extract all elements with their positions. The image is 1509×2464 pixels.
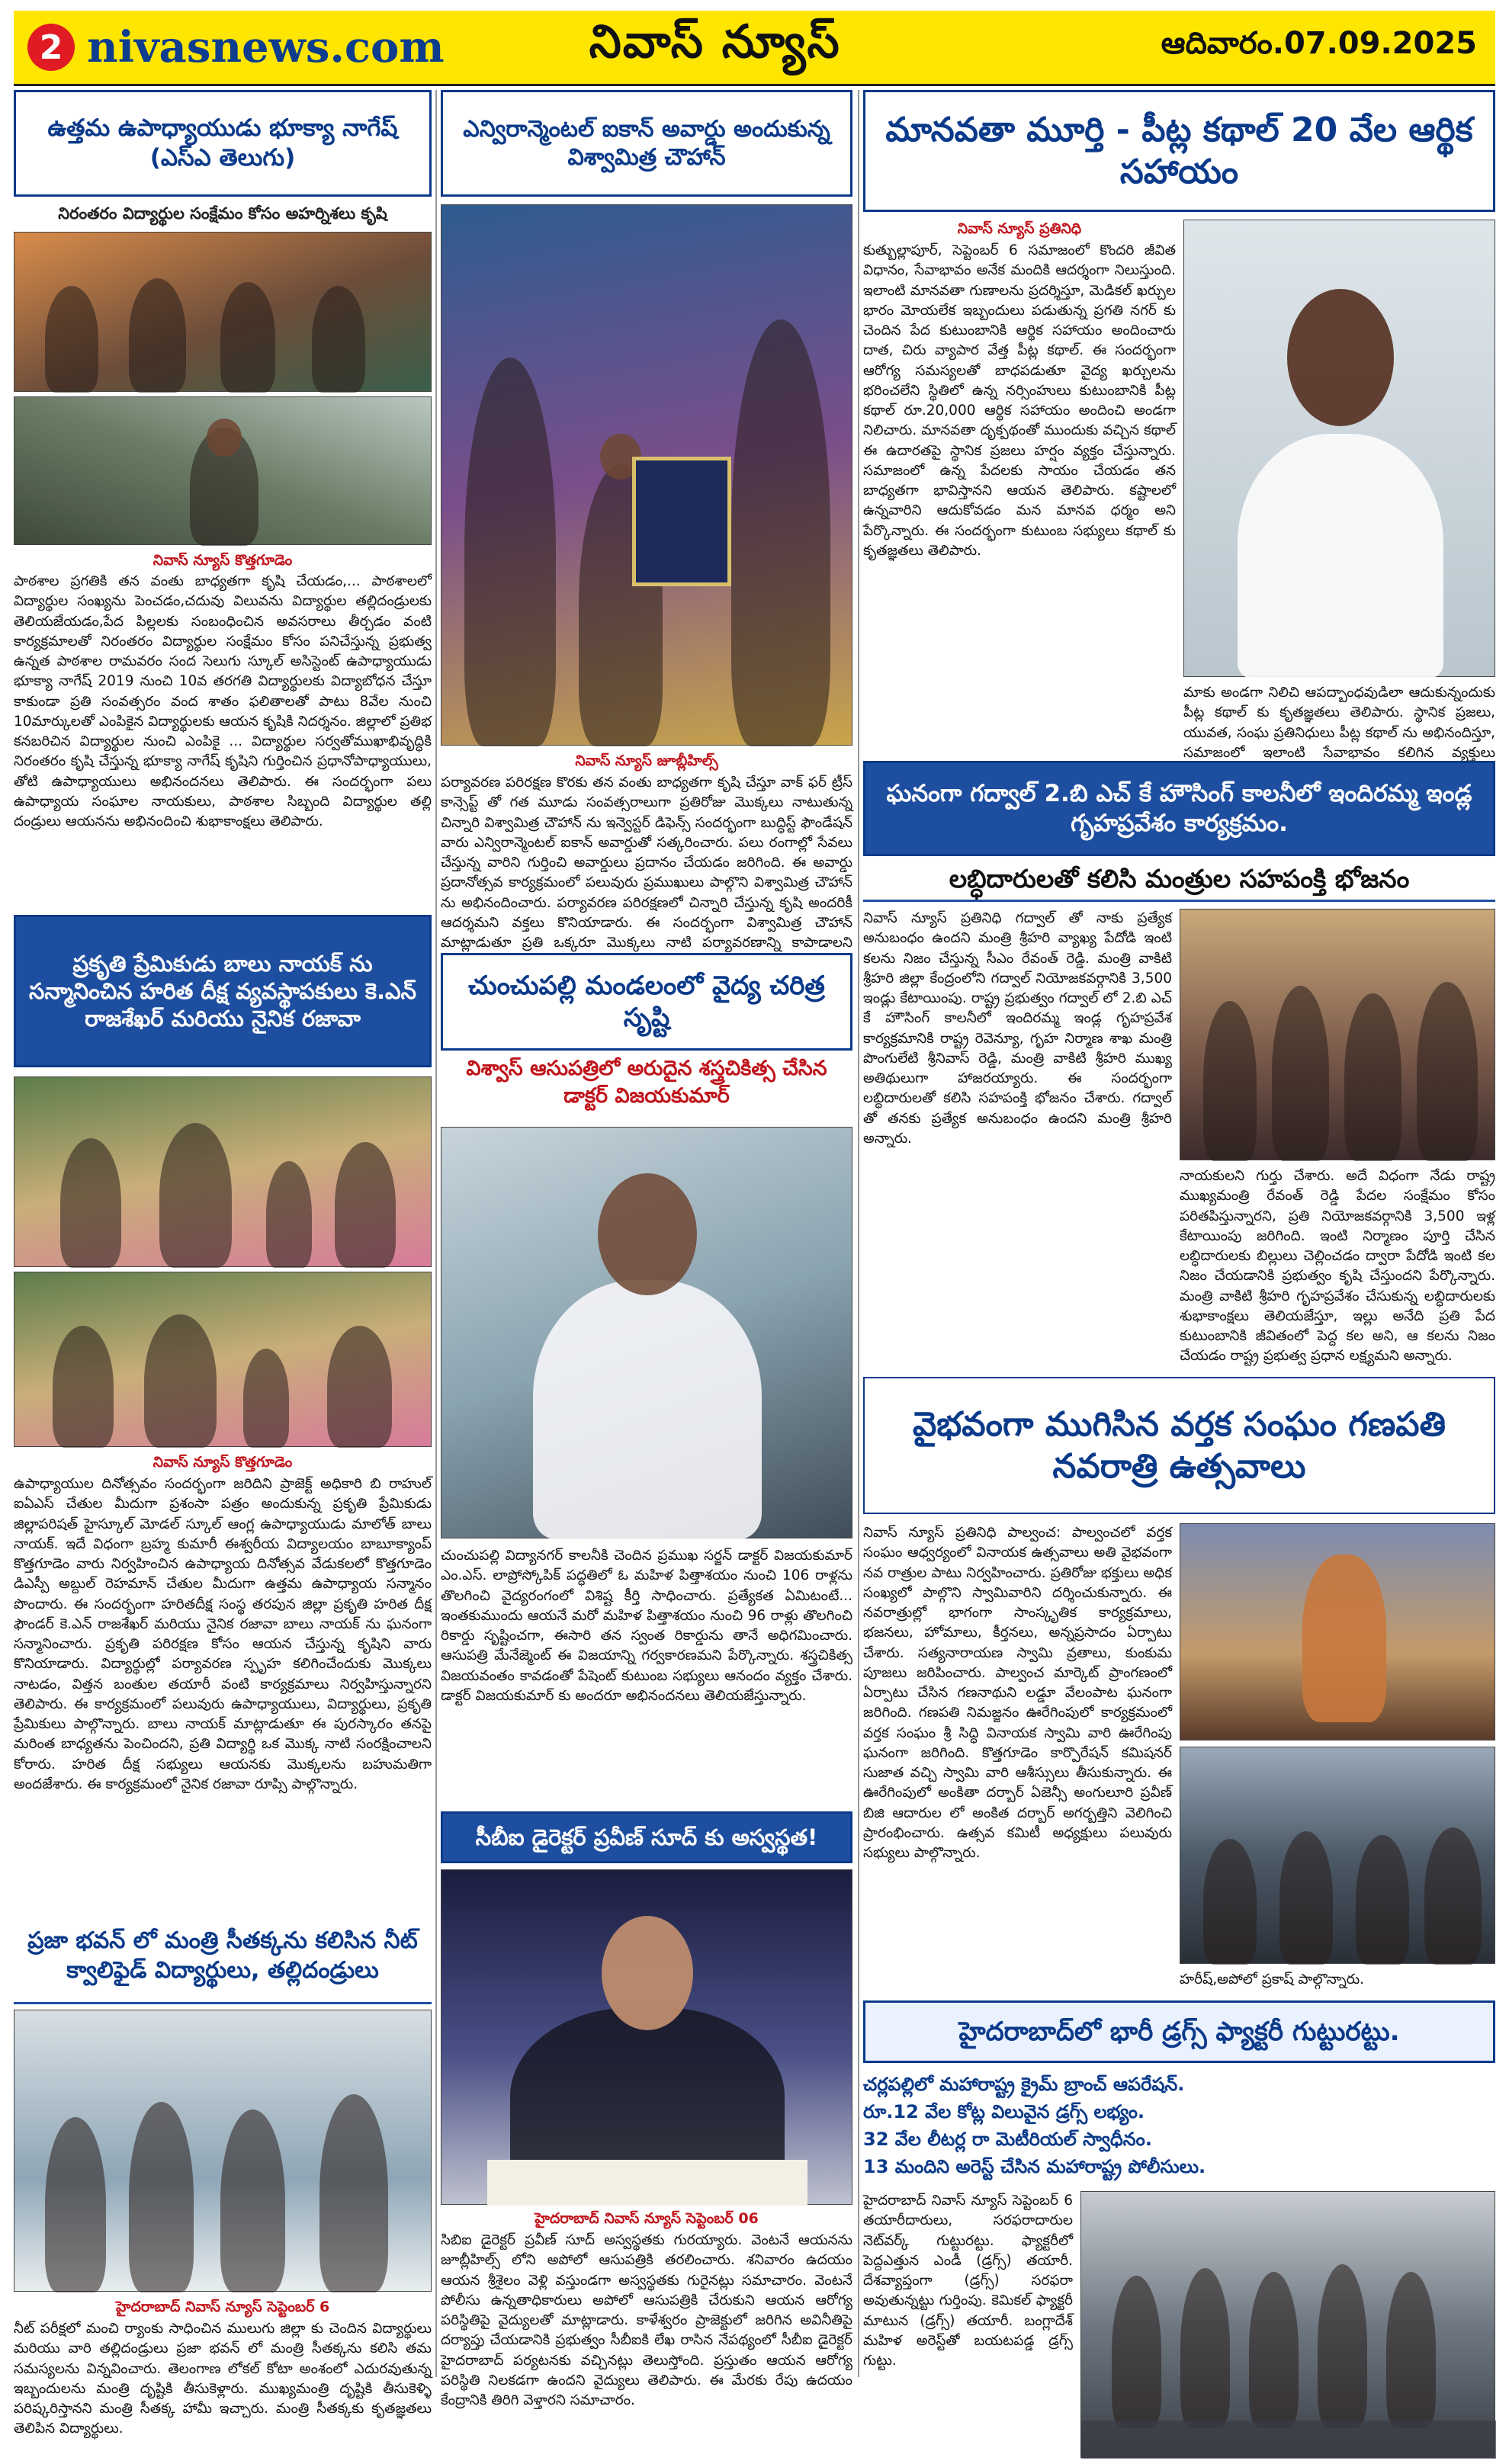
headline-rule xyxy=(14,2002,432,2004)
story10-bullet-1: చర్లపల్లిలో మహారాష్ట్ర క్రైమ్ బ్రాంచ్ ఆపరేషన్. xyxy=(863,2074,1185,2095)
person-figure xyxy=(1318,2264,1367,2428)
story1-subhead: నిరంతరం విద్యార్థుల సంక్షేమం కోసం అహర్నిశలు కృషి xyxy=(58,204,387,223)
person-figure xyxy=(1417,982,1478,1161)
story5-body: చుంచుపల్లి విద్యానగర్ కాలనీకి చెందిన ప్రముఖ సర్జన్ డాక్టర్ విజయకుమార్ ఎం.ఎస్. లాప్రోస్కోపిక్ పద్ధతిలో ఓ మహిళ పిత్తాశయం నుంచి 106 రాళ్లను తొలగించి వైద్యరంగంలో విశిష్ట కీర్తి సాధించారు. ప్రత్యేకత ఏమిటంటే... ఇంతకుముందు ఆయనే మరో మహిళ పిత్తాశయం నుంచి 96 రాళ్లు తొలగించి రికార్డు సృష్టించగా, ఈసారి తన స్వంత రికార్డును తానే అధిగమించారు. ఆసుపత్రి మేనేజ్మెంట్ ఈ విజయాన్ని గర్వకారణమని పేర్కొన్నారు. శస్త్రచికిత్స విజయవంతం కావడంతో పేషెంట్ కుటుంబ సభ్యులు ఆనందం వ్యక్తం చేశారు. డాక్టర్ విజయకుమార్ కు అందరూ అభినందనలు తెలియజేస్తున్నారు. xyxy=(441,1548,852,1704)
person-figure xyxy=(53,1326,114,1448)
person-figure xyxy=(1344,993,1401,1161)
person-figure xyxy=(464,358,556,746)
story2-body: ఉపాధ్యాయుల దినోత్సవం సందర్భంగా జరిదిని ప్రాజెక్ట్ అధికారి బి రాహుల్ ఐఏఎస్ చేతుల మీదుగా ప్రశంసా పత్రం అందుకున్న ప్రకృతి ప్రేమికుడు జిల్లాపరిషత్ హైస్కూల్ మోడల్ స్కూల్ ఆంగ్ల ఉపాధ్యాయుడు మాలోత్ బాలు నాయక్. ఇదే విధంగా బ్రహ్మ కుమారీ ఈశ్వరీయ విద్యాలయం బాబూక్యాంప్ కొత్తగూడెం వారు నిర్వహించిన ఉపాధ్యాయ దినోత్సవ వేడుకలలో కొత్తగూడెం డిఎస్పీ అబ్దుల్ రెహమాన్ చేతుల మీదుగా ఉత్తమ ఉపాధ్యాయ సన్మానం పొందారు. ఈ సందర్భంగా హరితదీక్ష సంస్థ తరపున జిల్లా ప్రకృతి హరిత దీక్ష ఫౌండర్ కె.ఎన్ రాజశేఖర్ మరియు నైనిక రజావా బాలు నాయక్ ను ఘనంగా సన్మానించారు. ప్రకృతి పరిరక్షణ కోసం ఆయన చేస్తున్న కృషిని వారు కొనియాడారు. విద్యార్థుల్లో పర్యావరణ స్పృహ కలిగించేందుకు మొక్కలు నాటడం, విత్తన బంతుల తయారీ వంటి కార్యక్రమాలు నిర్వహిస్తున్నారని తెలిపారు. ఈ కార్యక్రమంలో పలువురు ఉపాధ్యాయులు, విద్యార్థులు, ప్రకృతి ప్రేమికులు పాల్గొన్నారు. బాలు నాయక్ మాట్లాడుతూ ఈ పురస్కారం తనపై మరింత బాధ్యతను పెంచిందని, ప్రతి విద్యార్థి ఒక మొక్క నాటి సంరక్షించాలని కోరారు. హరిత దీక్ష సభ్యులు ఆయనకు మొక్కలను బహుమతిగా అందజేశారు. ఈ కార్యక్రమంలో నైనిక రజావా రూప్సి పాల్గొన్నారు. xyxy=(14,1476,432,1792)
person-figure xyxy=(1112,2276,1161,2428)
story3-headline[interactable]: ప్రజా భవన్ లో మంత్రి సీతక్కను కలిసిన నీట్ క్వాలిఫైడ్ విద్యార్థులు, తల్లిదండ్రులు xyxy=(27,1927,418,1984)
story8-headline[interactable]: ఘనంగా గద్వాల్ 2.బి ఎచ్ కే హౌసింగ్ కాలనీలో ఇందిరమ్మ ఇండ్ల గృహప్రవేశం కార్యక్రమం. xyxy=(863,761,1495,856)
story1-headline[interactable]: ఉత్తమ ఉపాధ్యాయుడు భూక్యా నాగేష్ (ఎస్ఎ తెలుగు) xyxy=(14,90,432,197)
person-figure xyxy=(45,286,98,393)
masthead xyxy=(14,11,1495,86)
story10-headline[interactable]: హైదరాబాద్‌లో భారీ డ్రగ్స్ ఫ్యాక్టరీ గుట్టురట్టు. xyxy=(863,2000,1495,2063)
story7-body-continued: మాకు అండగా నిలిచి ఆపద్బాంధవుడిలా ఆదుకున్నందుకు పీట్ల కథాల్ కు కృతజ్ఞతలు తెలిపారు. స్థానిక ప్రజలు, యువత, సంఘ ప్రతినిధులు పీట్ల కథాల్ ను అభినందిస్తూ, సమాజంలో ఇలాంటి సేవాభావం కలిగిన వ్యక్తులు xyxy=(1183,685,1495,761)
award-plaque xyxy=(632,457,731,586)
story2-credit: నివాస్ న్యూస్ కొత్తగూడెం xyxy=(153,1454,293,1471)
person-figure xyxy=(60,1138,121,1268)
story10-photo-raid xyxy=(1080,2191,1495,2458)
person-figure xyxy=(312,286,365,393)
person-figure xyxy=(159,1123,232,1268)
story7-headline[interactable]: మానవతా మూర్తి - పీట్ల కథాల్ 20 వేల ఆర్థిక సహాయం xyxy=(863,90,1495,212)
story6-photo-director xyxy=(441,1869,852,2205)
portrait-head xyxy=(1287,289,1394,426)
person-figure xyxy=(45,2117,106,2292)
story1-credit: నివాస్ న్యూస్ కొత్తగూడెం xyxy=(153,552,293,569)
story10-bullets xyxy=(863,2071,1495,2180)
person-figure xyxy=(335,1142,396,1268)
doctor-head xyxy=(598,1173,697,1295)
story2-photo-plants-1 xyxy=(14,1076,432,1267)
director-head xyxy=(602,1916,693,2030)
story9-headline[interactable]: వైభవంగా ముగిసిన వర్తక సంఘం గణపతి నవరాత్రి ఉత్సవాలు xyxy=(863,1377,1495,1514)
column-divider xyxy=(435,90,437,2377)
person-figure xyxy=(1424,1827,1482,1965)
issue-date: ఆదివారం.07.09.2025 xyxy=(1161,26,1477,61)
story4-photo-award xyxy=(441,204,852,746)
story10-body: హైదరాబాద్ నివాస్ న్యూస్ సెప్టెంబర్ 6 తయారీదారులు, సరఫరాదారుల నెట్‌వర్క్ గుట్టురట్టు. ఫ్యాక్టరీలో పెద్దఎత్తున ఎండీ (డ్రగ్స్) తయారీ. దేశవ్యాప్తంగా (డ్రగ్స్) సరఫరా అవుతున్నట్టు గుర్తింపు. కెమికల్ ఫ్యాక్టరీ మాటున (డ్రగ్స్) తయారీ. బంగ్లాదేశ్ మహిళ అరెస్ట్‌తో బయటపడ్డ డ్రగ్స్ గుట్టు. xyxy=(863,2193,1073,2369)
person-figure xyxy=(220,2109,285,2292)
person-figure xyxy=(1203,1001,1257,1161)
story4-body: పర్యావరణ పరిరక్షణ కొరకు తన వంతు బాధ్యతగా కృషి చేస్తూ వాక్ ఫర్ ట్రీస్ కాన్సెప్ట్ తో గత మూడు సంవత్సరాలుగా ప్రతిరోజు మొక్కలు నాటుతున్న చిన్నారి విశ్వామిత్ర చౌహాన్ ను ఇన్వెస్టర్ డిఫెన్స్ సందర్భంగా బుద్ధిస్ట్ ఫౌండేషన్ వారు ఎన్విరాన్మెంటల్ ఐకాన్ అవార్డుతో సత్కరించారు. పలు రంగాల్లో సేవలు చేస్తున్న వారిని గుర్తించి అవార్డులు ప్రదానం చేయడం జరిగింది. ఈ అవార్డు ప్రదానోత్సవ కార్యక్రమంలో పలువురు ప్రముఖులు పాల్గొని విశ్వామిత్ర చౌహాన్ ను అభినందించారు. పర్యావరణ పరిరక్షణలో చిన్నారి చేస్తున్న కృషి అందరికీ ఆదర్శమని వక్తలు కొనియాడారు. ఈ సందర్భంగా విశ్వామిత్ర చౌహాన్ మాట్లాడుతూ ప్రతి ఒక్కరూ మొక్కలు నాటి పర్యావరణాన్ని కాపాడాలని xyxy=(441,775,852,951)
story4-headline[interactable]: ఎన్విరాన్మెంటల్ ఐకాన్ అవార్డు అందుకున్న విశ్వామిత్ర చౌహాన్ xyxy=(441,90,852,197)
teacher-head xyxy=(207,419,242,457)
person-figure xyxy=(1386,2272,1436,2428)
headline-rule xyxy=(863,900,1495,902)
brand-logo-text: నివాస్ న్యూస్ xyxy=(589,15,841,69)
person-figure xyxy=(1272,986,1329,1161)
story6-credit: హైదరాబాద్ నివాస్ న్యూస్ సెప్టెంబర్ 06 xyxy=(535,2210,759,2227)
story8-photo-ceremony xyxy=(1180,909,1495,1160)
person-figure xyxy=(731,319,830,746)
story9-photo-ganesha-idol xyxy=(1180,1523,1495,1741)
story1-photo-award xyxy=(14,232,432,392)
person-figure xyxy=(1279,1831,1333,1965)
story8-body: నివాస్ న్యూస్ ప్రతినిధి గద్వాల్ తో నాకు ప్రత్యేక అనుబంధం ఉందని మంత్రి శ్రీహరి వ్యాఖ్య పేదోడి ఇంటి కలను నిజం చేస్తున్న సీఎం రేవంత్ రెడ్డి. మంత్రి వాకిటి శ్రీహరి జిల్లా కేంద్రంలోని గద్వాల్ నియోజకవర్గానికి 3,500 ఇండ్లు కేటాయింపు. రాష్ట్ర ప్రభుత్వం గద్వాల్ లో 2.బి ఎచ్ కే హౌసింగ్ కాలనీలో ఇందిరమ్మ ఇండ్ల గృహప్రవేశ కార్యక్రమానికి రాష్ట్ర రెవెన్యూ, గృహ నిర్మాణ శాఖ మంత్రి పొంగులేటి శ్రీనివాస్ రెడ్డి, మంత్రి వాకిటి శ్రీహరి ముఖ్య అతిథులుగా హాజరయ్యారు. ఈ సందర్భంగా లబ్ధిదారులతో కలిసి సహపంక్తి భోజనం చేశారు. గద్వాల్ తో తనకు ప్రత్యేక అనుబంధం ఉందని మంత్రి శ్రీహరి అన్నారు. xyxy=(863,910,1172,1147)
page-number-badge: 2 xyxy=(27,24,75,71)
story8-subhead: లబ్ధిదారులతో కలిసి మంత్రుల సహపంక్తి భోజనం xyxy=(949,864,1410,894)
person-figure xyxy=(144,1314,217,1448)
person-figure xyxy=(327,1326,392,1448)
story7-credit: నివాస్ న్యూస్ ప్రతినిధి xyxy=(957,220,1082,237)
person-figure xyxy=(1203,1839,1257,1965)
story4-credit: నివాస్ న్యూస్ జూబ్లీహిల్స్ xyxy=(575,752,718,769)
desk-papers xyxy=(487,2160,807,2206)
person-figure xyxy=(1249,2272,1299,2428)
story10-bullet-4: 13 మందిని అరెస్ట్ చేసిన మహారాష్ట్ర పోలీసులు. xyxy=(863,2156,1206,2177)
drums-row xyxy=(1081,2421,1496,2459)
doctor-coat xyxy=(533,1280,762,1539)
person-figure xyxy=(1180,2268,1230,2428)
portrait-shirt xyxy=(1238,434,1443,678)
person-figure xyxy=(220,282,275,393)
story6-headline[interactable]: సీబీఐ డైరెక్టర్ ప్రవీణ్ సూద్ కు అస్వస్థత! xyxy=(441,1811,852,1863)
person-figure xyxy=(129,2102,194,2292)
story5-subhead: విశ్వాస్ ఆసుపత్రిలో అరుదైన శస్త్రచికిత్స చేసిన డాక్టర్ విజయకుమార్ xyxy=(466,1057,827,1108)
person-figure xyxy=(1356,1835,1409,1965)
person-figure xyxy=(266,1161,312,1268)
column-divider xyxy=(858,90,859,2377)
story2-photo-plants-2 xyxy=(14,1272,432,1447)
story9-body: నివాస్ న్యూస్ ప్రతినిధి పాల్వంచ: పాల్వంచలో వర్తక సంఘం ఆధ్వర్యంలో వినాయక ఉత్సవాలు అతి వైభవంగా నవ రాత్రుల పాటు నిర్వహించారు. ప్రతిరోజు భక్తులు అధిక సంఖ్యలో పాల్గొని స్వామివారిని దర్శించుకున్నారు. ఈ నవరాత్రుల్లో భాగంగా సాంస్కృతిక కార్యక్రమాలు, భజనలు, హోమాలు, కీర్తనలు, అన్నప్రసాదం ఏర్పాటు చేశారు. సత్యనారాయణ స్వామి వ్రతాలు, కుంకుమ పూజలు జరిపించారు. పాల్వంచ మార్కెట్ ప్రాంగణంలో ఏర్పాటు చేసిన గణనాథుని లడ్డూ వేలంపాట ఘనంగా జరిగింది. గణపతి నిమజ్జనం ఊరేగింపులో కార్యక్రమంలో వర్తక సంఘం శ్రీ సిద్ధి వినాయక స్వామి వారి ఊరేగింపు ఘనంగా జరిగింది. కొత్తగూడెం కార్పొరేషన్ కమిషనర్ సుజాత వచ్చి స్వామి వారి ఆశీస్సులు తీసుకున్నారు. ఈ ఊరేగింపులో అంకితా దర్బార్ ఏజెన్సీ అంగులూరి ప్రవీణ్ బిజి ఆదారుల లో అంకిత దర్బార్ అగర్బత్తిని వెలిగించి ప్రారంభించారు. ఉత్సవ కమిటీ అధ్యక్షులు పలువురు సభ్యులు పాల్గొన్నారు. xyxy=(863,1525,1172,1862)
story3-credit: హైదరాబాద్ నివాస్ న్యూస్ సెప్టెంబర్ 6 xyxy=(115,2299,330,2315)
story10-bullet-3: 32 వేల లీటర్ల రా మెటీరియల్ స్వాధీనం. xyxy=(863,2129,1152,2150)
story1-body: పాఠశాల ప్రగతికి తన వంతు బాధ్యతగా కృషి చేయడం,... పాఠశాలలో విద్యార్థుల సంఖ్యను పెంచడం,చదువు విలువను విద్యార్థుల తల్లిదండ్రులకు తెలియజేయడం,పేద పిల్లలకు సంబంధించిన అవసరాలు తీర్చడం వంటి కార్యక్రమాలతో నిరంతరం విద్యార్థుల సంక్షేమం కోసం పనిచేస్తున్న ప్రభుత్వ ఉన్నత పాఠశాల రామవరం సంద సెలుగు స్కూల్ అసిస్టెంట్ ఉపాధ్యాయుడు భూక్యా నాగేష్ 2019 నుంచి 10వ తరగతి విద్యార్థులకు విద్యాబోధన చేస్తూ కాకుండా ప్రతి సంవత్సరం వంద శాతం ఫలితాలతో పాటు 8వేల నుంచి 10మార్కులతో ఎంపికైన విద్యార్థులకు ఆయన కృషికి నిదర్శనం. జిల్లాలో ప్రతిభ కనబరిచిన విద్యార్థుల నుంచి ఎంపికై ... విద్యార్థుల సర్వతోముఖాభివృద్ధికి నిరంతరం కృషి చేస్తున్న భూక్యా నాగేష్ కృషిని గుర్తించిన ప్రధానోపాధ్యాయులు, తోటి ఉపాధ్యాయులు అభినందనలు తెలిపారు. ఈ సందర్భంగా పలు ఉపాధ్యాయ సంఘాల నాయకులు, పాఠశాల సిబ్బంది విద్యార్థుల తల్లి దండ్రులు ఆయనను అభినందించి శుభాకాంక్షలు తెలిపారు. xyxy=(14,573,432,830)
story3-photo-meeting xyxy=(14,2010,432,2292)
person-figure xyxy=(243,1349,289,1448)
story5-headline[interactable]: చుంచుపల్లి మండలంలో వైద్య చరిత్ర సృష్టి xyxy=(441,953,852,1051)
story3-body: నీట్ పరీక్షలో మంచి ర్యాంకు సాధించిన ములుగు జిల్లా కు చెందిన విద్యార్థులు మరియు వారి తల్లిదండ్రులు ప్రజా భవన్ లో మంత్రి సీతక్కను కలిసి తమ సమస్యలను విన్నవించారు. తెలంగాణ లోకల్ కోటా అంశంలో ఎదురవుతున్న ఇబ్బందులను మంత్రి దృష్టికి తీసుకెళ్లారు. ముఖ్యమంత్రి దృష్టికి తీసుకెళ్ళి పరిష్కరిస్తానని మంత్రి సీతక్క హామీ ఇచ్చారు. మంత్రి సీతక్కకు కృతజ్ఞతలు తెలిపిన విద్యార్థులు. xyxy=(14,2321,432,2437)
story9-credit-line: హరీష్,అపోలో ప్రకాష్ పాల్గొన్నారు. xyxy=(1180,1972,1365,1988)
person-figure xyxy=(319,2094,388,2292)
site-url[interactable]: nivasnews.com xyxy=(87,22,445,72)
person-figure xyxy=(129,278,186,393)
story10-bullet-2: రూ.12 వేల కోట్ల విలువైన డ్రగ్స్ లభ్యం. xyxy=(863,2101,1145,2122)
story2-headline[interactable]: ప్రకృతి ప్రేమికుడు బాలు నాయక్ ను సన్మానించిన హరిత దీక్ష వ్యవస్థాపకులు కె.ఎన్ రాజశేఖర్ మరియు నైనిక రజావా xyxy=(14,915,432,1067)
idol-figure xyxy=(1302,1554,1386,1722)
story6-body: సిబిఐ డైరెక్టర్ ప్రవీణ్ సూద్ అస్వస్థతకు గురయ్యారు. వెంటనే ఆయనను జూబ్లీహిల్స్ లోని అపోలో ఆసుపత్రికి తరలించారు. శనివారం ఉదయం ఆయన శ్రీశైలం వెళ్లి వస్తుండగా అస్వస్థతకు గురైనట్లు సమాచారం. వెంటనే పోలీసు ఉన్నతాధికారులు అపోలో ఆసుపత్రికి చేరుకుని ఆయన ఆరోగ్య పరిస్థితిపై వైద్యులతో మాట్లాడారు. కాళేశ్వరం ప్రాజెక్టులో జరిగిన అవినీతిపై దర్యాప్తు చేయడానికి ప్రభుత్వం సీబీఐకి లేఖ రాసిన నేపథ్యంలో సీబీఐ డైరెక్టర్ హైదరాబాద్ పర్యటనకు వచ్చినట్లు తెలుస్తోంది. ప్రస్తుతం ఆయన ఆరోగ్య పరిస్థితి నిలకడగా ఉందని వైద్యులు తెలిపారు. ఈ మేరకు రేపు ఉదయం కేంద్రానికి తిరిగి వెళ్తారని సమాచారం. xyxy=(441,2232,852,2409)
story5-photo-doctor xyxy=(441,1127,852,1538)
story9-photo-procession xyxy=(1180,1747,1495,1964)
story7-body: కుత్బుల్లాపూర్, సెప్టెంబర్ 6 సమాజంలో కొందరి జీవిత విధానం, సేవాభావం అనేక మందికి ఆదర్శంగా నిలుస్తుంది. ఇలాంటి మానవతా గుణాలను ప్రదర్శిస్తూ, మెడికల్ ఖర్చుల భారం మోయలేక ఇబ్బందులు పడుతున్న ప్రగతి నగర్ కు చెందిన పేద కుటుంబానికి ఆర్థిక సహాయం అందించారు దాత, చిరు వ్యాపార వేత్త పీట్ల కథాల్. ఈ సందర్భంగా ఆరోగ్య సమస్యలతో బాధపడుతూ వైద్య ఖర్చులను భరించలేని స్థితిలో ఉన్న నర్సింహులు కుటుంబానికి పీట్ల కథాల్ రూ.20,000 ఆర్థిక సహాయం అందించి అండగా నిలిచారు. మానవతా దృక్పథంతో ముందుకు వచ్చిన కథాల్ ఈ ఉదారతపై స్థానిక ప్రజలు హర్షం వ్యక్తం చేస్తున్నారు. సమాజంలో ఉన్న పేదలకు సాయం చేయడం తన బాధ్యతగా భావిస్తానని ఆయన తెలిపారు. కష్టాలలో ఉన్నవారిని ఆదుకోవడం మన మానవ ధర్మం అని పేర్కొన్నారు. ఈ సందర్భంగా కుటుంబ సభ్యులు కథాల్ కు కృతజ్ఞతలు తెలిపారు. xyxy=(863,242,1176,559)
story8-body-continued: నాయకులని గుర్తు చేశారు. అదే విధంగా నేడు రాష్ట్ర ముఖ్యమంత్రి రేవంత్ రెడ్డి పేదల సంక్షేమం కోసం పరితపిస్తున్నారని, ప్రతి నియోజకవర్గానికి 3,500 ఇళ్ల కేటాయింపు జరిగింది. ఇంటి నిర్మాణం పూర్తి చేసిన లబ్ధిదారులకు బిల్లులు చెల్లించడం ద్వారా పేదోడి ఇంటి కల నిజం చేయడానికి ప్రభుత్వం కృషి చేస్తుందని పేర్కొన్నారు. మంత్రి వాకిటి శ్రీహరి గృహప్రవేశం చేసుకున్న లబ్ధిదారులకు శుభాకాంక్షలు తెలియజేస్తూ, ఇల్లు అనేది ప్రతి పేద కుటుంబానికి జీవితంలో పెద్ద కల అని, ఆ కలను నిజం చేయడం రాష్ట్ర ప్రభుత్వ ప్రధాన లక్ష్యమని అన్నారు. xyxy=(1180,1168,1495,1365)
story1-photo-school xyxy=(14,396,432,545)
story7-photo-portrait xyxy=(1183,220,1495,677)
